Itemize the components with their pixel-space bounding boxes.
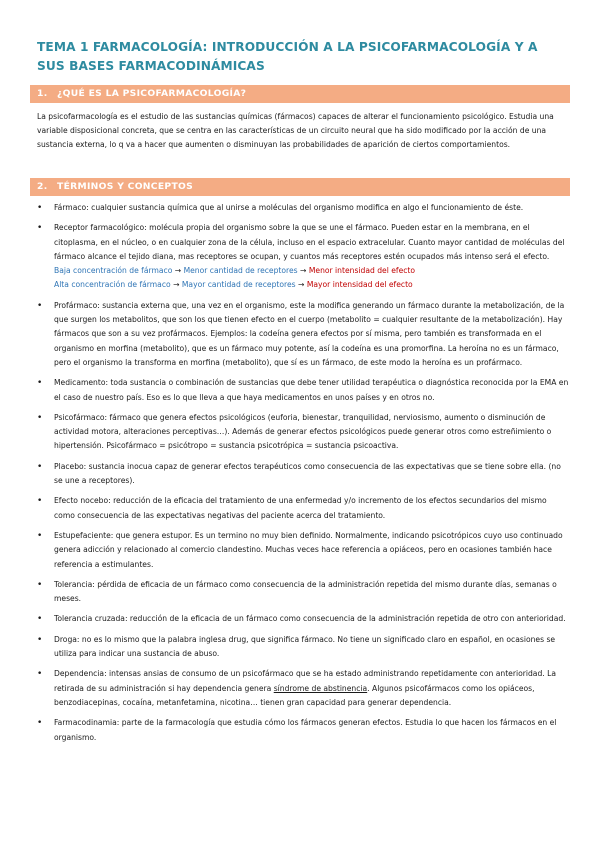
term-text: Efecto nocebo: reducción de la eficacia del tratamiento de una enfermedad y/o incremento de los efectos secundarios del mismo como consecuencia de las expectativas negativas del paciente acerca del tratamiento. bbox=[54, 496, 547, 520]
section-number: 1. bbox=[37, 88, 48, 99]
term-droga bbox=[37, 633, 569, 662]
term-medicamento bbox=[37, 376, 569, 405]
term-tolerancia-cruzada bbox=[37, 612, 569, 626]
relation-high bbox=[54, 278, 569, 292]
term-farmacodinamia bbox=[37, 716, 569, 745]
term-text: Tolerancia: pérdida de eficacia de un fármaco como consecuencia de la administración repetida del mismo durante días, semanas o meses. bbox=[54, 579, 557, 604]
term-receptor bbox=[37, 221, 569, 292]
term-underlined: síndrome de abstinencia bbox=[273, 683, 368, 693]
term-efecto-nocebo bbox=[37, 494, 569, 523]
section-number: 2. bbox=[37, 181, 48, 192]
term-text: Psicofármaco: fármaco que genera efectos psicológicos (euforia, bienestar, tranquilidad, nerviosismo, aumento o disminución de actividad motora, alteraciones perceptivas…). Además de generar efectos psicológicos puede generar otros como estreñimiento o hipertensión. Psicofármaco = psicótropo = sustancia psicotrópica = sustancia psicoactiva. bbox=[54, 412, 552, 451]
section-1-heading bbox=[30, 85, 570, 103]
term-text: Estupefaciente: que genera estupor. Es un termino no muy bien definido. Normalmente, indicando psicotrópicos cuyo uso continuado genera adicción y relacionado al comercio clandestino. Muchas veces hace referencia a opiáceos, pero en ocasiones también hace referencia a estimulantes. bbox=[54, 530, 563, 569]
term-text: Medicamento: toda sustancia o combinación de sustancias que debe tener utilidad terapéutica o diagnóstica reconocida por la EMA en el caso de nuestro país. Eso es lo que lleva a que haya medicamentos en unos países y en otros no. bbox=[54, 378, 569, 402]
term-text: Dependencia: intensas ansias de consumo de un psicofármaco que se ha estado administrando repetidamente con anterioridad. La retirada de su administración si hay dependencia genera bbox=[54, 669, 556, 693]
section-2-heading bbox=[30, 178, 570, 196]
relation-high-a: Alta concentración de fármaco bbox=[54, 280, 171, 290]
section-title: TÉRMINOS Y CONCEPTOS bbox=[57, 181, 194, 192]
term-placebo bbox=[37, 460, 569, 489]
term-text: Fármaco: cualquier sustancia química que al unirse a moléculas del organismo modifica en algo el funcionamiento de éste. bbox=[54, 203, 524, 212]
section-title: ¿QUÉ ES LA PSICOFARMACOLOGÍA? bbox=[57, 88, 247, 99]
term-estupefaciente bbox=[37, 529, 569, 572]
relation-low bbox=[54, 264, 569, 278]
relation-low-a: Baja concentración de fármaco bbox=[54, 266, 173, 276]
term-farmaco bbox=[37, 201, 569, 215]
relation-low-c: Menor intensidad del efecto bbox=[308, 266, 416, 276]
document-title: TEMA 1 FARMACOLOGÍA: INTRODUCCIÓN A LA PSICOFARMACOLOGÍA Y A SUS BASES FARMACODINÁMICAS bbox=[37, 40, 538, 73]
term-text: Farmacodinamia: parte de la farmacología que estudia cómo los fármacos generan efectos. Estudia lo que hacen los fármacos en el organismo. bbox=[54, 718, 557, 742]
intro-paragraph: La psicofarmacología es el estudio de las sustancias químicas (fármacos) capaces de alterar el funcionamiento psicológico. Estudia una variable disposicional concreta, que se centra en las características de un circuito neural que ha sido modificado por la acción de una sustancia externa, lo q va a hacer que aumenten o disminuyan las probabilidades de aparición de ciertos comportamientos. bbox=[37, 112, 554, 150]
relation-high-c: Mayor intensidad del efecto bbox=[306, 280, 413, 290]
term-text: Tolerancia cruzada: reducción de la eficacia de un fármaco como consecuencia de la administración repetida de otro con anterioridad. bbox=[54, 614, 566, 624]
term-text: Profármaco: sustancia externa que, una vez en el organismo, este la modifica generando un fármaco durante la metabolización, de la que surgen los metabolitos, que son los que tienen efecto en el cuerpo (metabolito = cualquier resultante de la metabolización). Hay fármacos que son a su vez profármacos. Ejemplos: la codeína genera efectos por sí misma, pero también es transformada en el organismo en morfina (metabolito), que es un fármaco muy potente, así la codeína es una promorfina. La heroína no es un fármaco, pero el organismo la transforma en morfina (metabolito), que sí es un fármaco, de este modo la heroína es un profármaco. bbox=[54, 300, 565, 367]
term-text: Droga: no es lo mismo que la palabra inglesa drug, que significa fármaco. No tiene un significado claro en español, en ocasiones se utiliza para indicar una sustancia de abuso. bbox=[54, 634, 556, 659]
relation-low-b: Menor cantidad de receptores bbox=[183, 266, 298, 276]
term-text-after: . Algunos psicofármacos como los opiáceos, benzodiacepinas, cocaína, metanfetamina, nicotina… tienen gran capacidad para generar dependencia. bbox=[54, 683, 535, 707]
term-profarmaco bbox=[37, 299, 569, 370]
arrow-icon: → bbox=[298, 280, 305, 290]
term-dependencia bbox=[37, 667, 569, 710]
terms-list bbox=[37, 201, 569, 745]
arrow-icon: → bbox=[173, 280, 180, 290]
term-text: Receptor farmacológico: molécula propia del organismo sobre la que se une el fármaco. Pueden estar en la membrana, en el citoplasma, en el núcleo, o en cualquier zona de la célula, incluso en el espacio extracelular. Cuanto mayor cantidad de moléculas del fármaco alcance el tejido diana, mas receptores se ocupan, y cuantos más receptores estén ocupados más intenso será el efecto. bbox=[54, 223, 565, 261]
arrow-icon: → bbox=[174, 266, 182, 276]
relation-high-b: Mayor cantidad de receptores bbox=[181, 280, 296, 290]
term-text: Placebo: sustancia inocua capaz de generar efectos terapéuticos como consecuencia de las expectativas que se tiene sobre ella. (no se une a receptores). bbox=[54, 461, 561, 486]
term-tolerancia bbox=[37, 578, 569, 607]
arrow-icon: → bbox=[300, 266, 307, 276]
term-psicofarmaco bbox=[37, 411, 569, 454]
